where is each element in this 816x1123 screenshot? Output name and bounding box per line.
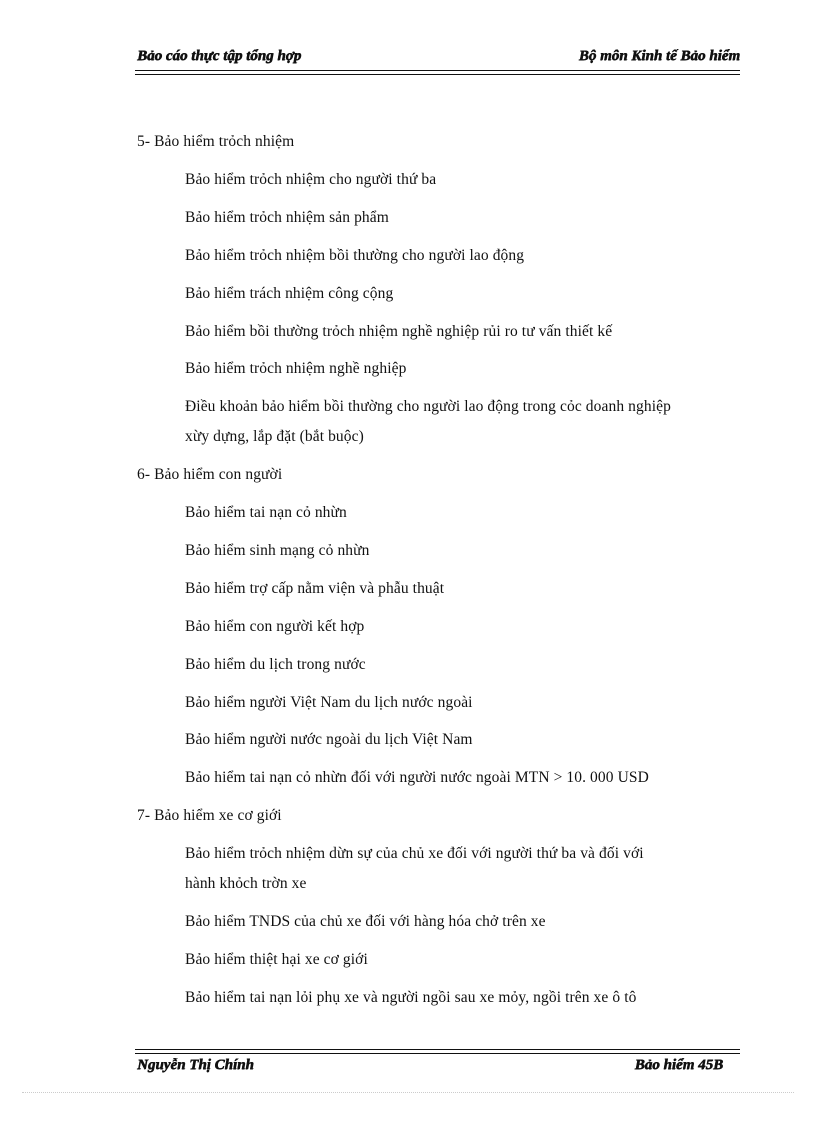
list-item: Bảo hiểm trỏch nhiệm dừn sự của chủ xe đối với người thứ ba và đối với [185,845,644,862]
page-edge-divider [22,1092,794,1093]
list-item: Bảo hiểm tai nạn cỏ nhừn [185,504,347,521]
list-item: Bảo hiểm trách nhiệm công cộng [185,285,394,302]
page-header [135,48,740,72]
list-item: Bảo hiểm thiệt hại xe cơ giới [185,951,368,968]
footer-author: Nguyễn Thị Chính [137,1057,254,1073]
list-item: Bảo hiểm trỏch nhiệm bồi thường cho người lao động [185,247,525,264]
list-item: Bảo hiểm sinh mạng cỏ nhừn [185,542,370,559]
footer-class: Bảo hiểm 45B [634,1057,723,1073]
section-heading-5: 5- Bảo hiểm trỏch nhiệm [137,133,295,150]
list-item: Bảo hiểm trợ cấp nằm viện và phẫu thuật [185,580,445,597]
list-item: Điều khoản bảo hiểm bồi thường cho người lao động trong cỏc doanh nghiệp [185,398,671,415]
list-item-continuation: xừy dựng, lắp đặt (bắt buộc) [185,428,364,445]
list-item: Bảo hiểm tai nạn cỏ nhừn đối với người nước ngoài MTN > 10. 000 USD [185,769,649,786]
page-footer [135,1057,723,1081]
list-item: Bảo hiểm trỏch nhiệm cho người thứ ba [185,171,437,188]
footer-rule-thin [135,1049,740,1050]
list-item: Bảo hiểm du lịch trong nước [185,656,366,673]
list-item: Bảo hiểm con người kết hợp [185,618,365,635]
header-rule-thin [135,74,740,75]
header-department: Bộ môn Kinh tế Bảo hiểm [578,48,740,64]
list-item: Bảo hiểm người nước ngoài du lịch Việt Nam [185,731,473,748]
list-item: Bảo hiểm người Việt Nam du lịch nước ngoài [185,694,473,711]
list-item-continuation: hành khỏch trờn xe [185,875,307,892]
list-item: Bảo hiểm TNDS của chủ xe đối với hàng hóa chở trên xe [185,913,546,930]
list-item: Bảo hiểm trỏch nhiệm sản phẩm [185,209,389,226]
list-item: Bảo hiểm trỏch nhiệm nghề nghiệp [185,360,407,377]
section-heading-7: 7- Bảo hiểm xe cơ giới [137,807,282,824]
footer-rule [135,1053,740,1054]
list-item: Bảo hiểm tai nạn lỏi phụ xe và người ngồi sau xe mỏy, ngồi trên xe ô tô [185,989,637,1006]
header-report-title: Bảo cáo thực tập tổng hợp [137,48,302,64]
header-rule [135,70,740,71]
list-item: Bảo hiểm bồi thường trỏch nhiệm nghề nghiệp rủi ro tư vấn thiết kế [185,323,613,340]
section-heading-6: 6- Bảo hiểm con người [137,466,283,483]
